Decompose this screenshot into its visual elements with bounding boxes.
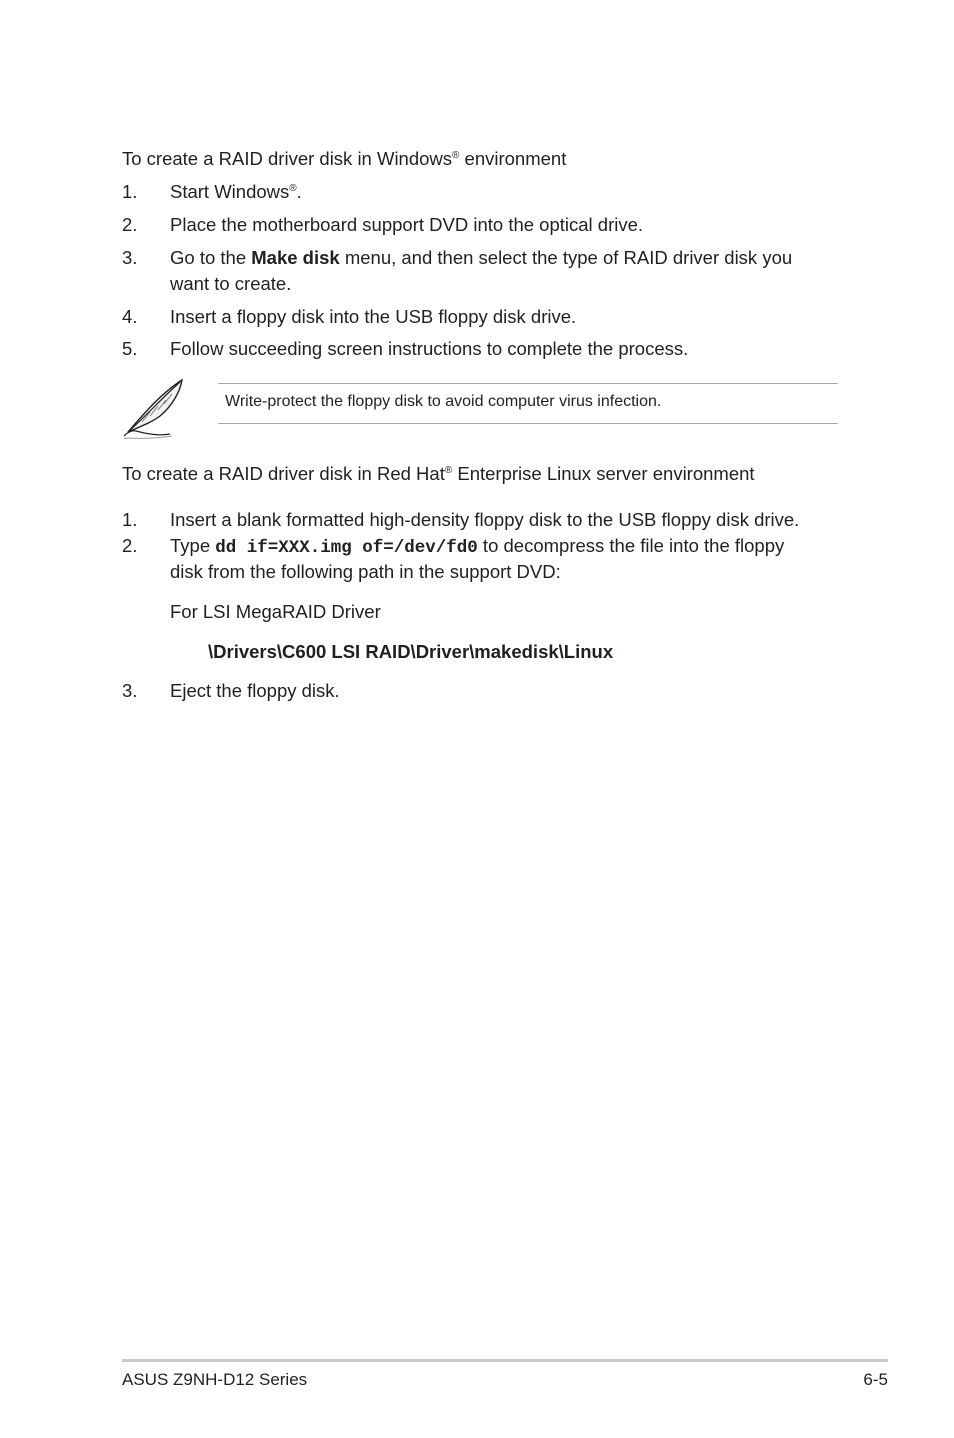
footer-page-number: 6-5 [863,1370,888,1389]
step-text-continued: disk from the following path in the support DVD: [170,561,561,582]
step-text: Insert a floppy disk into the USB floppy disk drive. [170,306,577,327]
linux-section-heading: To create a RAID driver disk in Red Hat® Enterprise Linux server environment [122,463,755,484]
note-bottom-rule [218,423,838,424]
step-text: Go to the Make disk menu, and then select the type of RAID driver disk you [170,247,793,268]
step-text: Eject the floppy disk. [170,680,340,701]
step-text: Follow succeeding screen instructions to complete the process. [170,338,689,359]
step-number: 5. [122,338,138,359]
windows-section-heading: To create a RAID driver disk in Windows® environment [122,148,567,169]
step-number: 1. [122,509,138,530]
step-text-continued: want to create. [170,273,292,294]
command-code: dd if=XXX.img of=/dev/fd0 [215,538,478,558]
footer-product-name: ASUS Z9NH-D12 Series [122,1370,308,1389]
step-text: Insert a blank formatted high-density floppy disk to the USB floppy disk drive. [170,509,800,530]
feather-pen-icon [120,376,188,440]
step-text: Place the motherboard support DVD into the optical drive. [170,214,644,235]
step-number: 3. [122,680,138,701]
driver-path: \Drivers\C600 LSI RAID\Driver\makedisk\Linux [208,641,614,662]
note-text: Write-protect the floppy disk to avoid computer virus infection. [225,393,662,410]
step-number: 2. [122,535,138,556]
driver-label: For LSI MegaRAID Driver [170,601,381,622]
step-number: 3. [122,247,138,268]
step-number: 2. [122,214,138,235]
footer-rule [122,1359,888,1362]
step-text: Start Windows®. [170,181,302,202]
step-number: 1. [122,181,138,202]
step-text: Type dd if=XXX.img of=/dev/fd0 to decompress the file into the floppy [170,535,785,558]
step-number: 4. [122,306,138,327]
menu-name: Make disk [251,247,340,268]
note-top-rule [218,383,838,384]
